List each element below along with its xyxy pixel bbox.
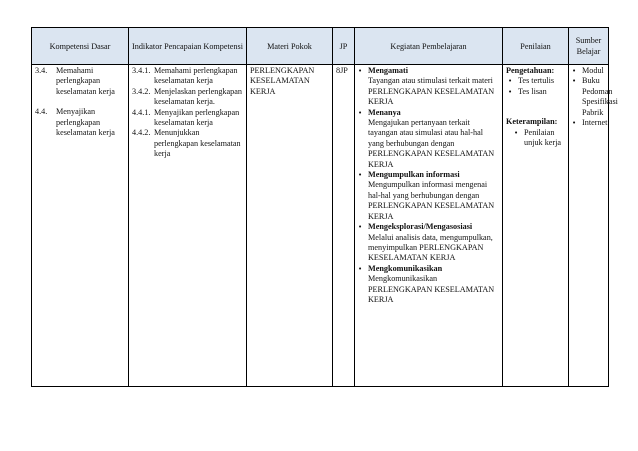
header-penilaian: Penilaian bbox=[503, 28, 569, 65]
bullet-icon: • bbox=[358, 171, 363, 180]
kegiatan-desc: Mengajukan pertanyaan terkait tayangan atau simulasi atau hal-hal yang berhubungan dengan PERLENGKAPAN KESELAMATAN KERJA bbox=[368, 118, 495, 169]
kegiatan-desc: Tayangan atau stimulasi terkait materi PERLENGKAPAN KESELAMATAN KERJA bbox=[368, 76, 495, 107]
kegiatan-item bbox=[358, 264, 499, 306]
table-row bbox=[32, 65, 609, 387]
kegiatan-title: Menanya bbox=[368, 107, 401, 117]
indikator-text: Menunjukkan perlengkapan keselamatan kerja bbox=[154, 128, 241, 159]
kd-number: 3.4. bbox=[35, 66, 48, 75]
kegiatan-item bbox=[358, 108, 499, 170]
indikator-text: Memahami perlengkapan keselamatan kerja bbox=[154, 66, 238, 86]
kegiatan-title: Mengkomunikasikan bbox=[368, 263, 443, 273]
kegiatan-item bbox=[358, 170, 499, 222]
indikator-item bbox=[132, 108, 243, 129]
kegiatan-desc: Mengkomunikasikan PERLENGKAPAN KESELAMATAN KERJA bbox=[368, 274, 495, 304]
materi-pokok-cell: PERLENGKAPAN KESELAMATAN KERJA bbox=[247, 65, 333, 387]
header-kegiatan: Kegiatan Pembelajaran bbox=[355, 28, 503, 65]
kegiatan-item bbox=[358, 222, 499, 264]
bullet-icon: • bbox=[514, 128, 519, 137]
kegiatan-desc: Mengumpulkan informasi mengenai hal-hal yang berhubungan dengan PERLENGKAPAN KESELAMATAN KERJA bbox=[368, 180, 495, 221]
indikator-text: Menyajikan perlengkapan keselamatan kerja bbox=[154, 107, 240, 128]
bullet-icon: • bbox=[508, 77, 513, 86]
indikator-item bbox=[132, 66, 243, 87]
kd-item bbox=[35, 66, 125, 97]
kompetensi-dasar-cell bbox=[32, 65, 129, 387]
kegiatan-title: Mengumpulkan informasi bbox=[368, 170, 460, 180]
header-materi-pokok: Materi Pokok bbox=[247, 28, 333, 65]
bullet-icon: • bbox=[358, 67, 363, 75]
penilaian-item-text: Tes tertulis bbox=[518, 76, 555, 86]
indikator-number: 4.4.1. bbox=[132, 107, 151, 117]
penilaian-item-text: Tes lisan bbox=[518, 86, 547, 96]
header-kompetensi-dasar: Kompetensi Dasar bbox=[32, 28, 129, 65]
kegiatan-title: Mengamati bbox=[368, 66, 409, 75]
penilaian-keterampilan-label: Keterampilan: bbox=[506, 117, 558, 127]
sumber-belajar-cell bbox=[569, 65, 618, 387]
penilaian-pengetahuan-label: Pengetahuan: bbox=[506, 66, 555, 75]
bullet-icon: • bbox=[572, 67, 577, 75]
indikator-item bbox=[132, 128, 243, 159]
header-sumber-belajar: Sumber Belajar bbox=[569, 28, 609, 65]
bullet-icon: • bbox=[358, 264, 363, 273]
bullet-icon: • bbox=[508, 87, 513, 96]
kd-item bbox=[35, 107, 125, 138]
sumber-item bbox=[572, 118, 608, 128]
sumber-item-text: Modul bbox=[582, 66, 604, 75]
bullet-icon: • bbox=[358, 108, 363, 117]
kd-text: Memahami perlengkapan keselamatan kerja bbox=[56, 66, 115, 96]
penilaian-cell bbox=[503, 65, 569, 387]
kegiatan-cell bbox=[355, 65, 503, 387]
indikator-text: Menjelaskan perlengkapan keselamatan kerja. bbox=[154, 86, 242, 107]
kd-text: Menyajikan perlengkapan keselamatan kerja bbox=[56, 107, 115, 138]
penilaian-item bbox=[506, 76, 565, 86]
header-indikator: Indikator Pencapaian Kompetensi bbox=[129, 28, 247, 65]
bullet-icon: • bbox=[572, 77, 577, 86]
header-jp: JP bbox=[333, 28, 355, 65]
sumber-item bbox=[572, 66, 605, 76]
kd-number: 4.4. bbox=[35, 107, 48, 117]
indikator-number: 4.4.2. bbox=[132, 128, 151, 138]
sumber-item bbox=[572, 76, 618, 118]
indikator-cell bbox=[129, 65, 247, 387]
kegiatan-item bbox=[358, 66, 499, 108]
kegiatan-title: Mengeksplorasi/Mengasosiasi bbox=[368, 222, 473, 232]
indikator-number: 3.4.2. bbox=[132, 86, 151, 96]
bullet-icon: • bbox=[358, 223, 363, 232]
indikator-item bbox=[132, 87, 243, 108]
kegiatan-desc: Melalui analisis data, mengumpulkan, menyimpulkan PERLENGKAPAN KESELAMATAN KERJA bbox=[368, 232, 493, 263]
sumber-item-text: Buku Pedoman Spesifikasi Pabrik bbox=[582, 76, 618, 117]
penilaian-item bbox=[506, 87, 565, 97]
sumber-item-text: Internet bbox=[582, 118, 608, 128]
indikator-number: 3.4.1. bbox=[132, 66, 151, 75]
header-row bbox=[32, 28, 609, 65]
bullet-icon: • bbox=[572, 119, 577, 128]
jp-cell: 8JP bbox=[333, 65, 355, 387]
penilaian-item-text: Penilaian unjuk kerja bbox=[524, 127, 562, 148]
rpp-table bbox=[31, 27, 618, 387]
penilaian-item bbox=[506, 128, 565, 149]
